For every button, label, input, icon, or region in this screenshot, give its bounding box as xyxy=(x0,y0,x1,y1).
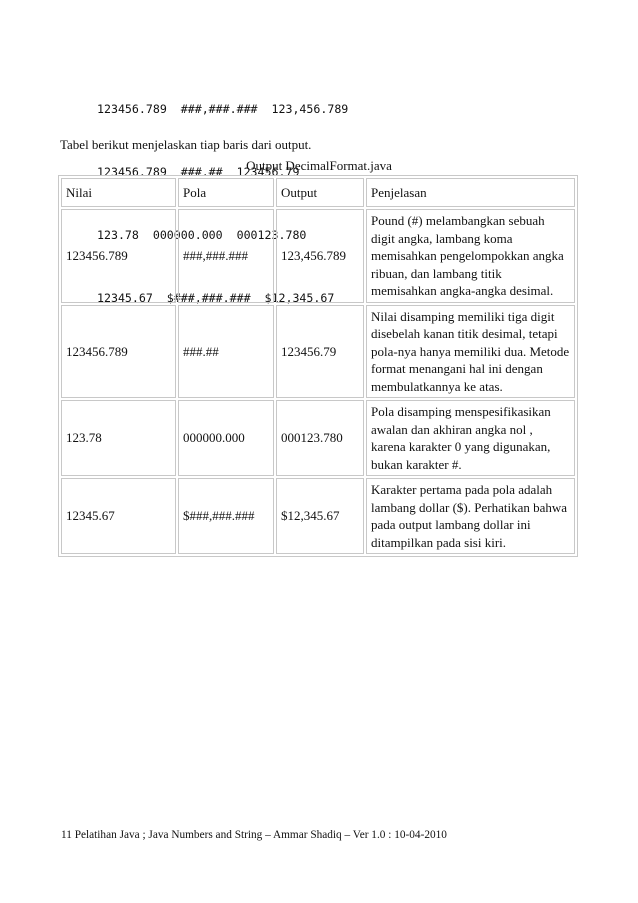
cell-penjelasan: Nilai disamping memiliki tiga digit disebelah kanan titik desimal, tetapi pola-nya hanya memiliki dua. Metode format menangani hal ini dengan membulatkannya ke atas. xyxy=(366,305,575,399)
code-line: 123.78 000000.000 000123.780 xyxy=(97,228,307,242)
code-line: 123456.789 ###,###.### 123,456.789 xyxy=(97,102,349,116)
cell-pola: 000000.000 xyxy=(178,400,274,476)
table-row xyxy=(61,478,575,554)
cell-output: 123456.79 xyxy=(276,305,364,399)
cell-nilai: 12345.67 xyxy=(61,478,176,554)
cell-nilai: 123456.789 xyxy=(61,305,176,399)
decimalformat-table xyxy=(58,175,578,557)
cell-penjelasan: Pound (#) melambangkan sebuah digit angka, lambang koma memisahkan pengelompokkan angka ribuan, dan lambang titik memisahkan angka-angka desimal. xyxy=(366,209,575,303)
table-row xyxy=(61,209,575,303)
cell-output: 123,456.789 xyxy=(276,209,364,303)
page-footer: 11 Pelatihan Java ; Java Numbers and String – Ammar Shadiq – Ver 1.0 : 10-04-2010 xyxy=(61,829,447,841)
cell-nilai: 123.78 xyxy=(61,400,176,476)
code-line: 123456.789 ###.## 123456.79 xyxy=(97,165,300,179)
cell-pola: ###,###.### xyxy=(178,209,274,303)
intro-paragraph: Tabel berikut menjelaskan tiap baris dari output. xyxy=(60,137,312,152)
header-nilai: Nilai xyxy=(61,178,176,207)
table-caption: Output DecimalFormat.java xyxy=(246,158,392,173)
table-row xyxy=(61,400,575,476)
header-output: Output xyxy=(276,178,364,207)
table-header-row xyxy=(61,178,575,207)
cell-nilai: 123456.789 xyxy=(61,209,176,303)
header-pola: Pola xyxy=(178,178,274,207)
table-row xyxy=(61,305,575,399)
header-penjelasan: Penjelasan xyxy=(366,178,575,207)
cell-pola: $###,###.### xyxy=(178,478,274,554)
code-line: 12345.67 $###,###.### $12,345.67 xyxy=(97,291,335,305)
cell-penjelasan: Pola disamping menspesifikasikan awalan dan akhiran angka nol , karena karakter 0 yang digunakan, bukan karakter #. xyxy=(366,400,575,476)
cell-penjelasan: Karakter pertama pada pola adalah lambang dollar ($). Perhatikan bahwa pada output lambang dollar ini ditampilkan pada sisi kiri. xyxy=(366,478,575,554)
cell-output: 000123.780 xyxy=(276,400,364,476)
cell-output: $12,345.67 xyxy=(276,478,364,554)
cell-pola: ###.## xyxy=(178,305,274,399)
